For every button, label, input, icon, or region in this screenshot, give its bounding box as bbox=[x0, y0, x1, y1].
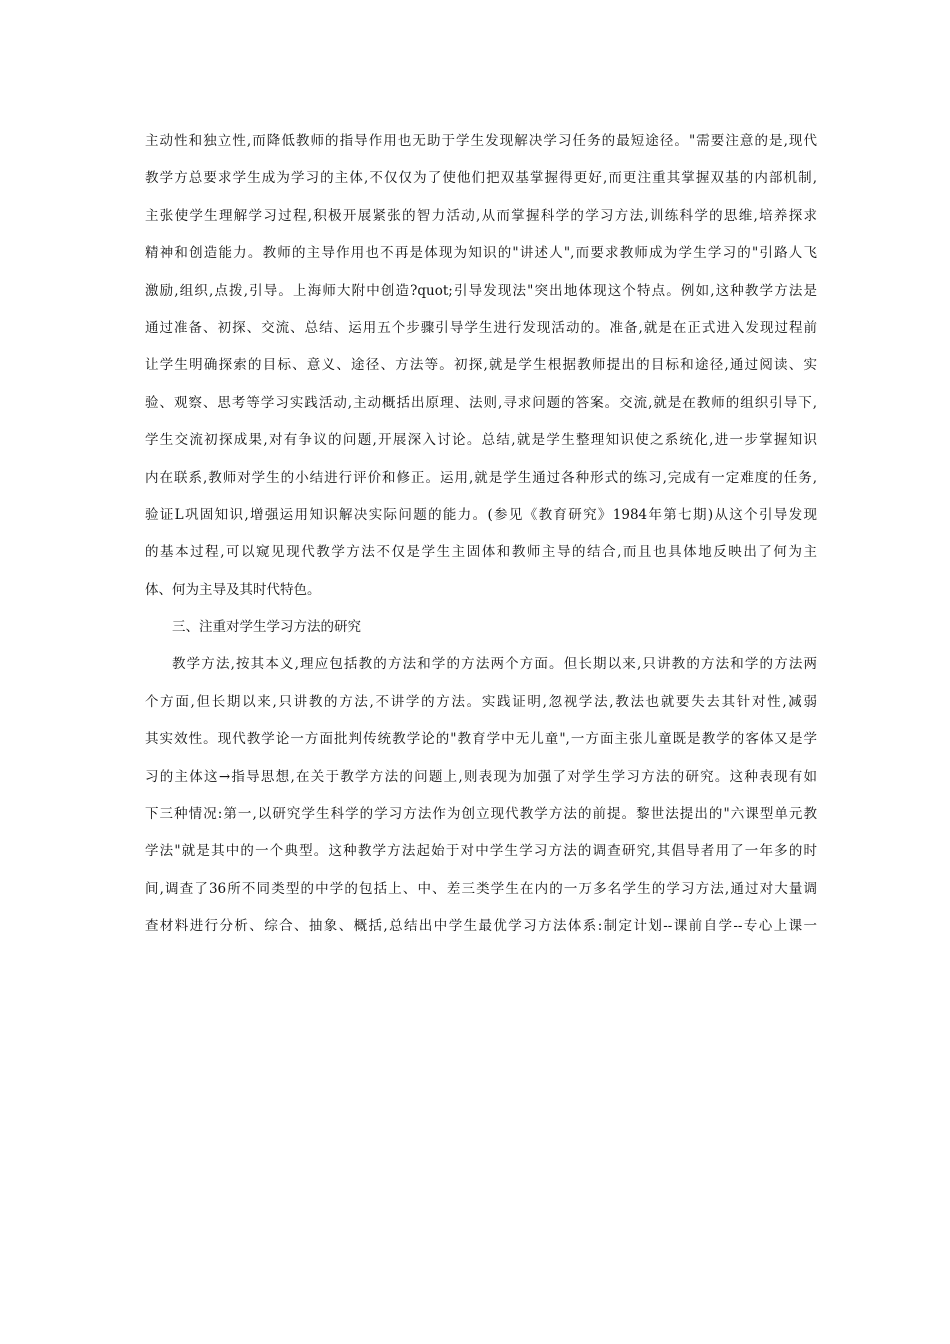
paragraph-1-line-8: 验、观察、思考等学习实践活动,主动概括出原理、法则,寻求问题的答案。交流,就是在教师的组织引导下, bbox=[145, 394, 817, 411]
paragraph-1-line-4: 精神和创造能力。教师的主导作用也不再是体现为知识的"讲述人",而要求教师成为学生学习的"引路人飞 bbox=[145, 245, 817, 262]
paragraph-1-line-7: 让学生明确探索的目标、意义、途径、方法等。初探,就是学生根据教师提出的目标和途径,通过阅读、实 bbox=[145, 357, 817, 374]
paragraph-1-line-1: 主动性和独立性,而降低教师的指导作用也无助于学生发现解决学习任务的最短途径。"需要注意的是,现代 bbox=[145, 133, 817, 149]
paragraph-2-line-6: 学法"就是其中的一个典型。这种教学方法起始于对中学生学习方法的调查研究,其倡导者用了一年多的时 bbox=[145, 843, 817, 860]
paragraph-1-line-2: 教学方总要求学生成为学习的主体,不仅仅为了使他们把双基掌握得更好,而更注重其掌握双基的内部机制, bbox=[145, 170, 817, 187]
paragraph-2-line-8: 查材料进行分析、综合、抽象、概括,总结出中学生最优学习方法体系:制定计划--课前自学--专心上课一 bbox=[145, 918, 817, 935]
paragraph-2-line-3: 其实效性。现代教学论一方面批判传统教学论的"教育学中无儿童",一方面主张儿童既是教学的客体又是学 bbox=[145, 731, 817, 748]
paragraph-1-line-9: 学生交流初探成果,对有争议的问题,开展深入讨论。总结,就是学生整理知识使之系统化,进一步掌握知识 bbox=[145, 432, 817, 449]
paragraph-2-line-1: 教学方法,按其本义,理应包括教的方法和学的方法两个方面。但长期以来,只讲教的方法和学的方法两 bbox=[172, 656, 817, 673]
paragraph-1-line-11: 验证L巩固知识,增强运用知识解决实际问题的能力。(参见《教育研究》1984年第七期)从这个引导发现 bbox=[145, 506, 817, 523]
paragraph-1-line-5: 激励,组织,点拨,引导。上海师大附中创造?quot;引导发现法"突出地体现这个特点。例如,这种教学方法是 bbox=[145, 282, 817, 299]
paragraph-2-line-4: 习的主体这→指导思想,在关于教学方法的问题上,则表现为加强了对学生学习方法的研究。这种表现有如 bbox=[145, 768, 817, 785]
paragraph-2-line-5: 下三种情况:第一,以研究学生科学的学习方法作为创立现代教学方法的前提。黎世法提出的"六课型单元教 bbox=[145, 806, 817, 823]
paragraph-1-line-6: 通过准备、初探、交流、总结、运用五个步骤引导学生进行发现活动的。准备,就是在正式进入发现过程前 bbox=[145, 319, 817, 336]
paragraph-1-line-3: 主张使学生理解学习过程,积极开展紧张的智力活动,从而掌握科学的学习方法,训练科学的思维,培养探求 bbox=[145, 207, 817, 224]
paragraph-1-line-13: 体、何为主导及其时代特色。 bbox=[145, 581, 321, 598]
document-body bbox=[145, 128, 817, 951]
paragraph-1-line-10: 内在联系,教师对学生的小结进行评价和修正。运用,就是学生通过各种形式的练习,完成有一定难度的任务, bbox=[145, 469, 817, 486]
paragraph-2-line-2: 个方面,但长期以来,只讲教的方法,不讲学的方法。实践证明,忽视学法,教法也就要失去其针对性,减弱 bbox=[145, 693, 817, 710]
paragraph-1-line-12: 的基本过程,可以窥见现代教学方法不仅是学生主固体和教师主导的结合,而且也具体地反映出了何为主 bbox=[145, 544, 817, 561]
section-heading: 三、注重对学生学习方法的研究 bbox=[172, 619, 361, 636]
paragraph-2-line-7: 间,调查了36所不同类型的中学的包括上、中、差三类学生在内的一万多名学生的学习方法,通过对大量调 bbox=[145, 880, 817, 897]
